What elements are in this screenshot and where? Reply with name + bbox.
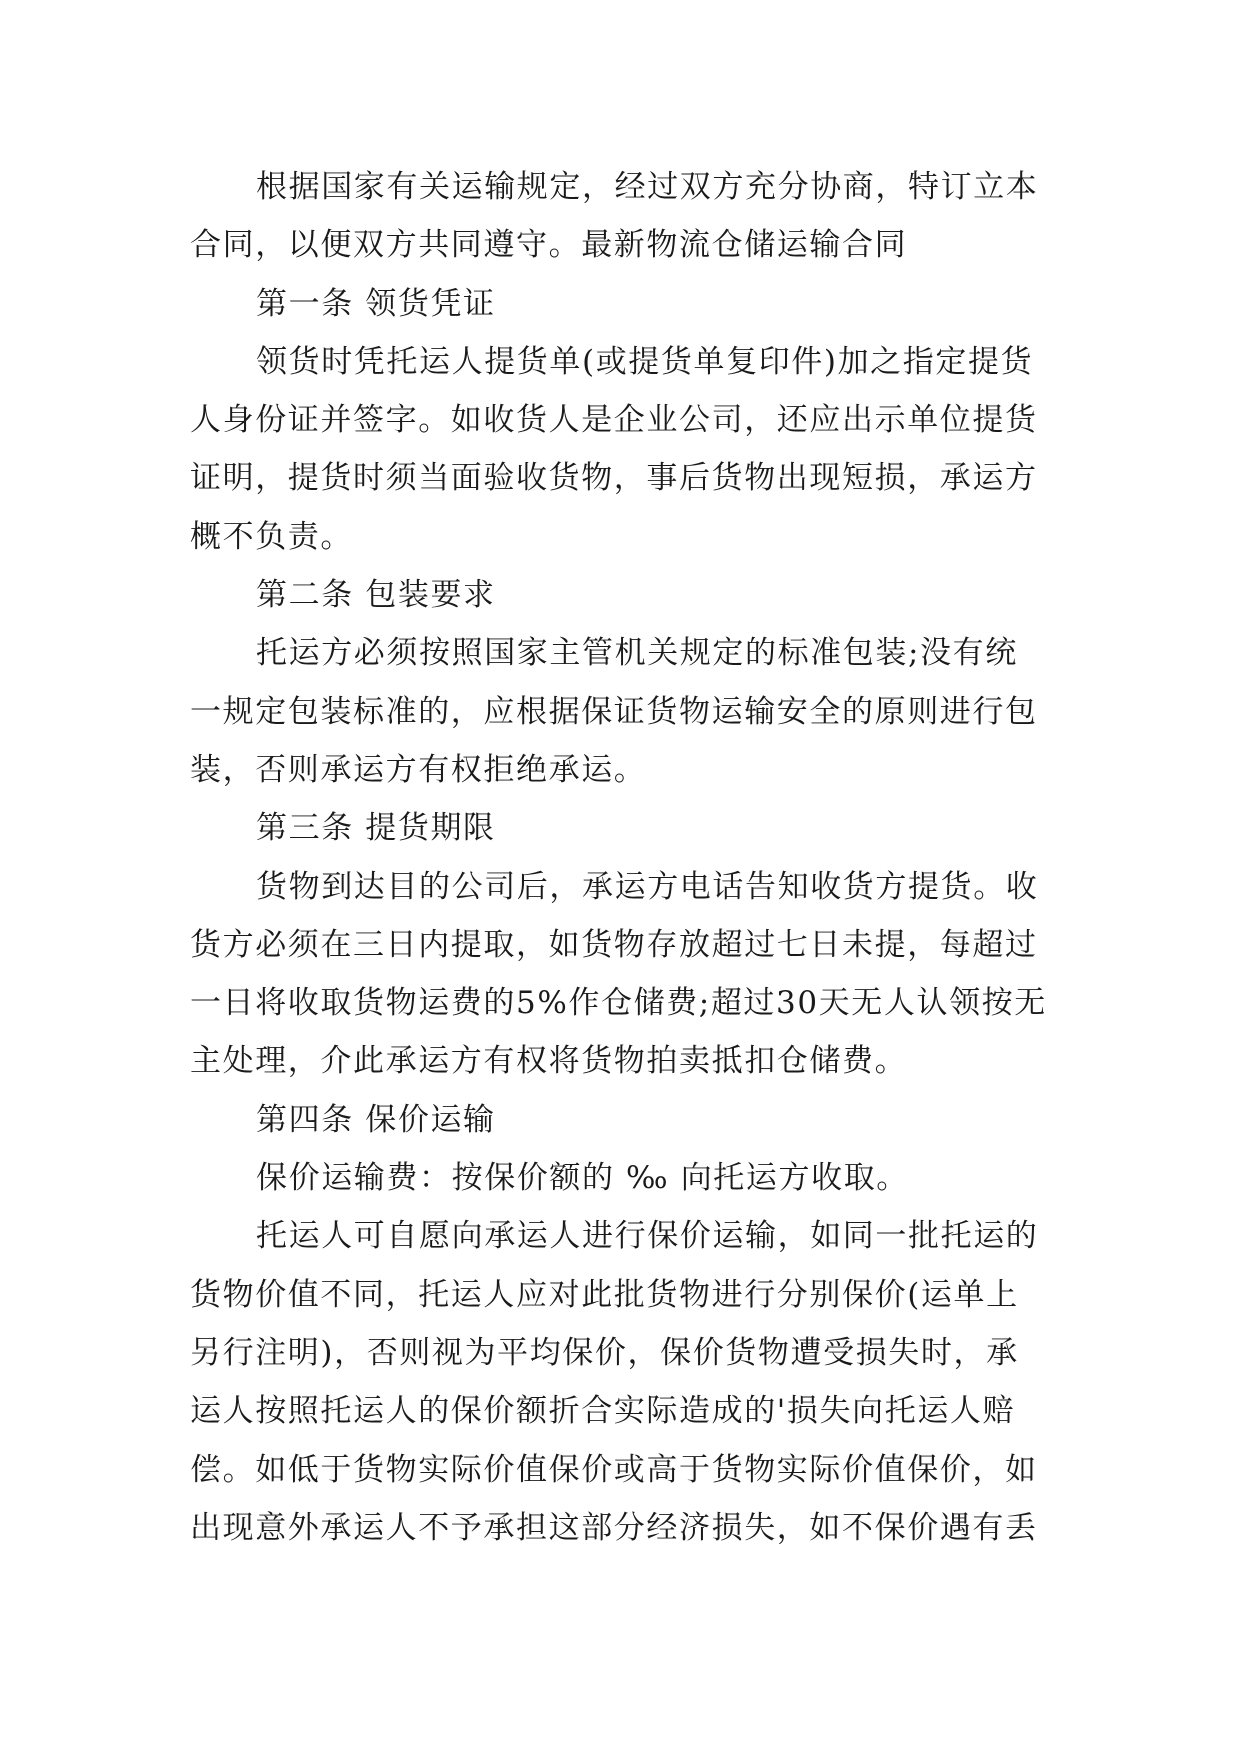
text-line: 一规定包装标准的，应根据保证货物运输安全的原则进行包	[190, 693, 1038, 730]
text-line: 概不负责。	[190, 518, 353, 555]
text-line: 人身份证并签字。如收货人是企业公司，还应出示单位提货	[190, 402, 1038, 439]
section-heading: 第四条 保价运输	[256, 1101, 496, 1138]
text-line: 领货时凭托运人提货单(或提货单复印件)加之指定提货	[256, 343, 1034, 380]
text-line: 出现意外承运人不予承担这部分经济损失，如不保价遇有丢	[190, 1509, 1038, 1546]
text-line: 根据国家有关运输规定，经过双方充分协商，特订立本	[256, 169, 1039, 205]
text-line: 运人按照托运人的保价额折合实际造成的'损失向托运人赔	[190, 1393, 1016, 1430]
text-line: 装，否则承运方有权拒绝承运。	[190, 751, 647, 788]
text-line: 证明，提货时须当面验收货物，事后货物出现短损，承运方	[190, 460, 1038, 497]
text-line: 保价运输费：按保价额的 ‰ 向托运方收取。	[256, 1160, 909, 1197]
text-line: 主处理，介此承运方有权将货物拍卖抵扣仓储费。	[190, 1043, 908, 1080]
section-heading: 第二条 包装要求	[256, 577, 496, 614]
text-line: 一日将收取货物运费的5%作仓储费;超过30天无人认领按无	[190, 985, 1047, 1022]
text-line: 货方必须在三日内提取，如货物存放超过七日未提，每超过	[190, 926, 1038, 963]
text-line: 货物价值不同，托运人应对此批货物进行分别保价(运单上	[190, 1276, 1019, 1313]
text-line: 货物到达目的公司后，承运方电话告知收货方提货。收	[256, 868, 1039, 905]
document-body	[190, 158, 1056, 1557]
section-heading: 第一条 领货凭证	[256, 285, 496, 322]
text-line: 合同，以便双方共同遵守。最新物流仓储运输合同	[190, 227, 908, 264]
section-heading: 第三条 提货期限	[256, 810, 496, 847]
text-line: 偿。如低于货物实际价值保价或高于货物实际价值保价，如	[190, 1451, 1038, 1488]
text-line: 托运方必须按照国家主管机关规定的标准包装;没有统	[256, 635, 1018, 672]
text-line: 托运人可自愿向承运人进行保价运输，如同一批托运的	[256, 1218, 1039, 1255]
text-line: 另行注明)，否则视为平均保价，保价货物遭受损失时，承	[190, 1334, 1019, 1371]
